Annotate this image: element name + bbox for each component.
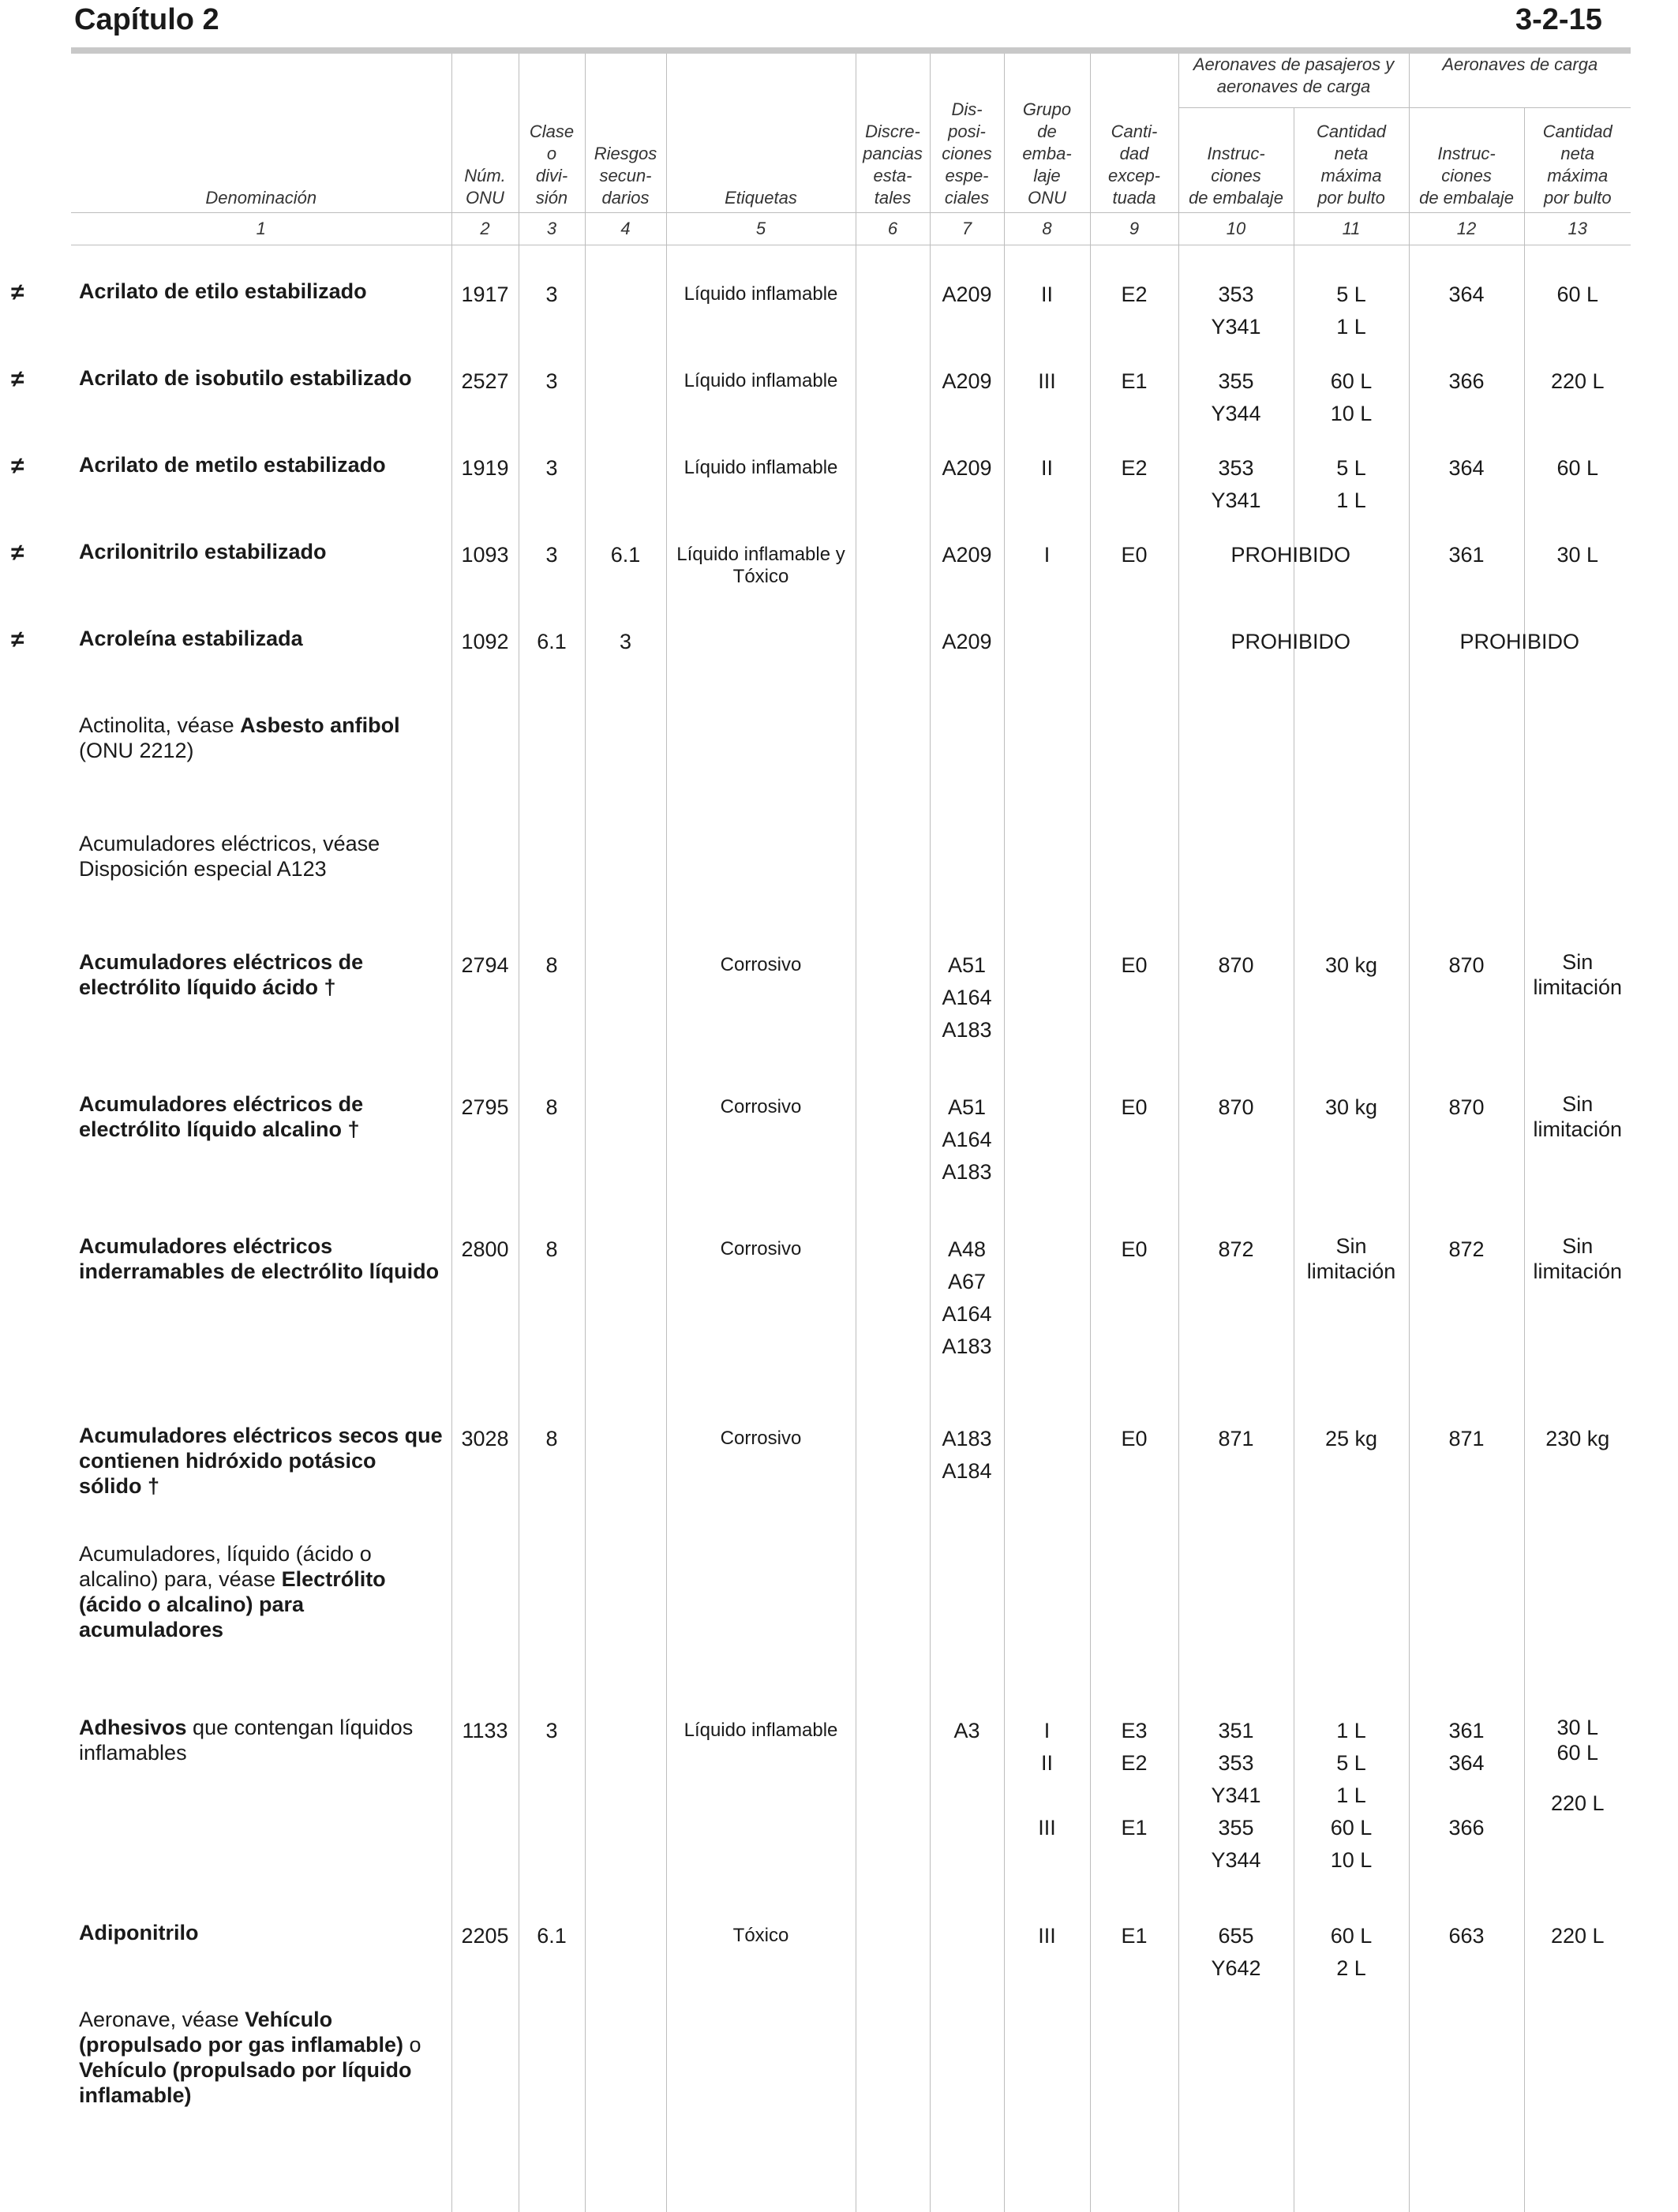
excepted-quantity (1090, 713, 1178, 831)
col-header-13: Cantidad neta máxima por bulto (1524, 108, 1631, 213)
subsidiary-risk (585, 1423, 666, 1541)
col-number: 9 (1090, 213, 1178, 245)
hazard-label: Líquido inflamable (666, 279, 856, 365)
col-header-1: Denominación (71, 54, 451, 213)
reference-text: Acumuladores, líquido (ácido o alcalino) para, véase (79, 1542, 372, 1591)
un-number: 1093 (451, 539, 519, 626)
table-row (71, 949, 1631, 1091)
un-number: 2527 (451, 365, 519, 452)
un-number (451, 713, 519, 831)
col-number: 8 (1004, 213, 1090, 245)
dangerous-goods-table (71, 54, 1631, 2212)
un-number (451, 1541, 519, 1715)
pax-packing-instruction (1178, 1541, 1294, 1715)
packing-group (1004, 949, 1090, 1091)
col-number: 1 (71, 213, 451, 245)
hazard-label (666, 831, 856, 949)
state-variations (856, 2007, 930, 2212)
pax-max-quantity (1294, 713, 1409, 831)
col-header-11: Cantidad neta máxima por bulto (1294, 108, 1409, 213)
subsidiary-risk (585, 452, 666, 539)
reference-target: Vehículo (propulsado por líquido inflamable) (79, 2058, 412, 2107)
pax-max-quantity (1294, 1541, 1409, 1715)
table-row (71, 1541, 1631, 1715)
subsidiary-risk (585, 1541, 666, 1715)
cargo-packing-instruction (1409, 2007, 1524, 2212)
group-header-cargo: Aeronaves de carga (1409, 54, 1631, 108)
pax-packing-instruction: 871 (1178, 1423, 1294, 1541)
change-mark: ≠ (11, 627, 24, 653)
subsidiary-risk: 6.1 (585, 539, 666, 626)
state-variations (856, 1715, 930, 1920)
pax-max-quantity: 25 kg (1294, 1423, 1409, 1541)
pax-packing-instruction (1178, 2007, 1294, 2212)
table-row (71, 365, 1631, 452)
class-division: 6.1 (519, 1920, 585, 2007)
subsidiary-risk (585, 1091, 666, 1233)
entry-name-bold: Adiponitrilo (79, 1921, 198, 1944)
table-row (71, 452, 1631, 539)
col-number: 10 (1178, 213, 1294, 245)
table-row (71, 1423, 1631, 1541)
cargo-max-quantity (1524, 1541, 1631, 1715)
excepted-quantity: E1 (1090, 1920, 1178, 2007)
cargo-max-quantity: Sin limitación (1524, 1233, 1631, 1423)
entry-name (71, 539, 451, 626)
pax-packing-instruction (1178, 539, 1294, 626)
class-division (519, 2007, 585, 2212)
cargo-max-quantity: 230 kg (1524, 1423, 1631, 1541)
pax-max-quantity: Sin limitación (1294, 1233, 1409, 1423)
state-variations (856, 452, 930, 539)
hazard-label: Líquido inflamable y Tóxico (666, 539, 856, 626)
special-provisions: A209 (930, 279, 1004, 365)
hazard-label: Tóxico (666, 1920, 856, 2007)
pax-max-quantity: 30 kg (1294, 1091, 1409, 1233)
col-header-4: Riesgos secun- darios (585, 54, 666, 213)
table-row (71, 713, 1631, 831)
col-header-7: Dis- posi- ciones espe- ciales (930, 54, 1004, 213)
special-provisions: A51 A164 A183 (930, 1091, 1004, 1233)
un-number (451, 831, 519, 949)
packing-group: I (1004, 539, 1090, 626)
state-variations (856, 539, 930, 626)
special-provisions: A209 (930, 365, 1004, 452)
cargo-packing-instruction (1409, 1541, 1524, 1715)
col-header-5: Etiquetas (666, 54, 856, 213)
entry-name (71, 452, 451, 539)
table-row (71, 1091, 1631, 1233)
packing-group: III (1004, 1920, 1090, 2007)
table-row (71, 2007, 1631, 2212)
col-number: 11 (1294, 213, 1409, 245)
excepted-quantity: E0 (1090, 949, 1178, 1091)
table-body (71, 245, 1631, 2212)
col-number: 4 (585, 213, 666, 245)
col-number: 2 (451, 213, 519, 245)
table-row (71, 626, 1631, 713)
excepted-quantity: E0 (1090, 1091, 1178, 1233)
special-provisions (930, 1541, 1004, 1715)
entry-name (71, 626, 451, 713)
entry-name (71, 1091, 451, 1233)
packing-group: III (1004, 365, 1090, 452)
entry-name-bold: Acroleína estabilizada (79, 627, 303, 650)
excepted-quantity (1090, 1541, 1178, 1715)
state-variations (856, 365, 930, 452)
excepted-quantity: E2 (1090, 452, 1178, 539)
class-division: 8 (519, 1423, 585, 1541)
entry-name (71, 279, 451, 365)
excepted-quantity (1090, 626, 1178, 713)
excepted-quantity: E0 (1090, 1423, 1178, 1541)
state-variations (856, 831, 930, 949)
subsidiary-risk (585, 713, 666, 831)
subsidiary-risk (585, 279, 666, 365)
state-variations (856, 949, 930, 1091)
reference-entry (71, 2007, 451, 2212)
cargo-max-quantity (1524, 831, 1631, 949)
hazard-label (666, 1541, 856, 1715)
un-number: 2795 (451, 1091, 519, 1233)
col-number: 7 (930, 213, 1004, 245)
class-division (519, 713, 585, 831)
col-header-2: Núm. ONU (451, 54, 519, 213)
entry-name-text: que contengan líquidos inflamables (79, 1716, 413, 1765)
special-provisions (930, 831, 1004, 949)
pax-max-quantity: 60 L 10 L (1294, 365, 1409, 452)
col-number: 6 (856, 213, 930, 245)
pax-max-quantity (1294, 831, 1409, 949)
group-header-passenger: Aeronaves de pasajeros y aeronaves de carga (1178, 54, 1409, 108)
un-number: 2794 (451, 949, 519, 1091)
packing-group (1004, 713, 1090, 831)
packing-group (1004, 2007, 1090, 2212)
class-division: 8 (519, 1233, 585, 1423)
special-provisions: A209 (930, 626, 1004, 713)
pax-packing-instruction: 355 Y344 (1178, 365, 1294, 452)
excepted-quantity: E0 (1090, 1233, 1178, 1423)
hazard-label: Líquido inflamable (666, 1715, 856, 1920)
un-number: 1919 (451, 452, 519, 539)
entry-name (71, 1920, 451, 2007)
col-number: 5 (666, 213, 856, 245)
pax-max-quantity: 60 L 2 L (1294, 1920, 1409, 2007)
entry-name-bold: Adhesivos (79, 1716, 187, 1739)
state-variations (856, 1920, 930, 2007)
chapter-title: Capítulo 2 (74, 3, 219, 37)
col-header-8: Grupo de emba- laje ONU (1004, 54, 1090, 213)
change-mark: ≠ (11, 541, 24, 566)
reference-entry (71, 1541, 451, 1715)
change-mark: ≠ (11, 367, 24, 392)
special-provisions: A209 (930, 452, 1004, 539)
reference-entry: Acumuladores eléctricos, véase Disposición especial A123 (71, 831, 451, 949)
col-number: 13 (1524, 213, 1631, 245)
packing-group (1004, 1541, 1090, 1715)
packing-group (1004, 831, 1090, 949)
class-division: 3 (519, 279, 585, 365)
cargo-max-quantity: 220 L (1524, 1920, 1631, 2007)
class-division: 6.1 (519, 626, 585, 713)
state-variations (856, 1541, 930, 1715)
table-row (71, 539, 1631, 626)
state-variations (856, 279, 930, 365)
pax-max-quantity (1294, 2007, 1409, 2212)
excepted-quantity: E0 (1090, 539, 1178, 626)
un-number (451, 2007, 519, 2212)
packing-group (1004, 1233, 1090, 1423)
cargo-max-quantity: 60 L (1524, 279, 1631, 365)
hazard-label: Corrosivo (666, 1091, 856, 1233)
special-provisions: A183 A184 (930, 1423, 1004, 1541)
pax-packing-instruction (1178, 831, 1294, 949)
reference-text: (ONU 2212) (79, 739, 194, 762)
cargo-max-quantity: Sin limitación (1524, 949, 1631, 1091)
class-division: 3 (519, 1715, 585, 1920)
pax-prohibited: PROHIBIDO (1231, 539, 1351, 571)
cargo-packing-instruction: 870 (1409, 1091, 1524, 1233)
reference-text: Aeronave, véase (79, 2008, 245, 2031)
excepted-quantity: E2 (1090, 279, 1178, 365)
table-row (71, 1233, 1631, 1423)
cargo-max-quantity: 30 L 60 L 220 L (1524, 1715, 1631, 1920)
cargo-prohibited: PROHIBIDO (1460, 626, 1580, 658)
subsidiary-risk (585, 1233, 666, 1423)
hazard-label: Corrosivo (666, 1423, 856, 1541)
cargo-packing-instruction: 364 (1409, 452, 1524, 539)
hazard-label: Corrosivo (666, 1233, 856, 1423)
packing-group (1004, 626, 1090, 713)
hazard-label (666, 626, 856, 713)
pax-packing-instruction (1178, 713, 1294, 831)
subsidiary-risk (585, 949, 666, 1091)
table-row (71, 831, 1631, 949)
pax-packing-instruction (1178, 626, 1294, 713)
excepted-quantity (1090, 2007, 1178, 2212)
packing-group: II (1004, 452, 1090, 539)
state-variations (856, 1423, 930, 1541)
subsidiary-risk (585, 365, 666, 452)
col-header-9: Canti- dad excep- tuada (1090, 54, 1178, 213)
cargo-max-quantity: 220 L (1524, 365, 1631, 452)
pax-prohibited: PROHIBIDO (1231, 626, 1351, 658)
cargo-packing-instruction: 871 (1409, 1423, 1524, 1541)
packing-group: I II III (1004, 1715, 1090, 1920)
packing-group (1004, 1091, 1090, 1233)
class-division: 8 (519, 1091, 585, 1233)
subsidiary-risk (585, 2007, 666, 2212)
class-division (519, 831, 585, 949)
entry-name-bold: Acrilonitrilo estabilizado (79, 540, 327, 563)
pax-packing-instruction: 872 (1178, 1233, 1294, 1423)
entry-name (71, 365, 451, 452)
hazard-label (666, 2007, 856, 2212)
cargo-max-quantity (1524, 2007, 1631, 2212)
entry-name-bold: Acrilato de etilo estabilizado (79, 279, 367, 303)
cargo-packing-instruction: 663 (1409, 1920, 1524, 2007)
reference-target: Asbesto anfibol (240, 713, 400, 737)
cargo-max-quantity: 60 L (1524, 452, 1631, 539)
excepted-quantity: E1 (1090, 365, 1178, 452)
cargo-packing-instruction: 361 (1409, 539, 1524, 626)
change-mark: ≠ (11, 454, 24, 479)
table-row (71, 279, 1631, 365)
class-division: 3 (519, 452, 585, 539)
subsidiary-risk (585, 831, 666, 949)
excepted-quantity (1090, 831, 1178, 949)
pax-packing-instruction: 870 (1178, 949, 1294, 1091)
change-mark: ≠ (11, 280, 24, 305)
entry-name (71, 949, 451, 1091)
table-row (71, 1715, 1631, 1920)
class-division: 3 (519, 365, 585, 452)
header-rule (71, 47, 1631, 54)
pax-packing-instruction: 870 (1178, 1091, 1294, 1233)
entry-name-bold: Acumuladores eléctricos inderramables de electrólito líquido (79, 1234, 439, 1283)
cargo-packing-instruction (1409, 713, 1524, 831)
pax-max-quantity: 1 L 5 L 1 L 60 L 10 L (1294, 1715, 1409, 1920)
cargo-packing-instruction: 364 (1409, 279, 1524, 365)
pax-packing-instruction: 351 353 Y341 355 Y344 (1178, 1715, 1294, 1920)
state-variations (856, 626, 930, 713)
reference-text: o (403, 2033, 421, 2057)
special-provisions (930, 713, 1004, 831)
hazard-label: Corrosivo (666, 949, 856, 1091)
special-provisions: A51 A164 A183 (930, 949, 1004, 1091)
excepted-quantity: E3 E2 E1 (1090, 1715, 1178, 1920)
entry-name (71, 1715, 451, 1920)
subsidiary-risk (585, 1715, 666, 1920)
entry-name-bold: Acumuladores eléctricos de electrólito líquido ácido † (79, 950, 363, 999)
state-variations (856, 1091, 930, 1233)
reference-text: Actinolita, véase (79, 713, 240, 737)
class-division: 3 (519, 539, 585, 626)
pax-max-quantity: 5 L 1 L (1294, 279, 1409, 365)
col-header-12: Instruc- ciones de embalaje (1409, 108, 1524, 213)
entry-name-bold: Acrilato de isobutilo estabilizado (79, 366, 412, 390)
cargo-packing-instruction (1409, 831, 1524, 949)
class-division (519, 1541, 585, 1715)
state-variations (856, 1233, 930, 1423)
un-number: 2800 (451, 1233, 519, 1423)
column-number-row (71, 213, 1631, 245)
table-row (71, 1920, 1631, 2007)
entry-name (71, 1233, 451, 1423)
special-provisions (930, 1920, 1004, 2007)
special-provisions (930, 2007, 1004, 2212)
col-header-3: Clase o divi- sión (519, 54, 585, 213)
un-number: 3028 (451, 1423, 519, 1541)
packing-group (1004, 1423, 1090, 1541)
entry-name (71, 1423, 451, 1541)
cargo-packing-instruction: 366 (1409, 365, 1524, 452)
col-number: 12 (1409, 213, 1524, 245)
hazard-label: Líquido inflamable (666, 452, 856, 539)
col-header-10: Instruc- ciones de embalaje (1178, 108, 1294, 213)
un-number: 1092 (451, 626, 519, 713)
reference-entry (71, 713, 451, 831)
state-variations (856, 713, 930, 831)
reference-target: Vehículo (propulsado por gas inflamable) (79, 2008, 403, 2057)
cargo-max-quantity: 30 L (1524, 539, 1631, 626)
hazard-label: Líquido inflamable (666, 365, 856, 452)
entry-name-bold: Acumuladores eléctricos de electrólito líquido alcalino † (79, 1092, 363, 1141)
un-number: 1917 (451, 279, 519, 365)
cargo-packing-instruction: 870 (1409, 949, 1524, 1091)
un-number: 2205 (451, 1920, 519, 2007)
special-provisions: A48 A67 A164 A183 (930, 1233, 1004, 1423)
special-provisions: A209 (930, 539, 1004, 626)
reference-target: Electrólito (ácido o alcalino) para acumuladores (79, 1567, 386, 1641)
cargo-packing-instruction (1409, 626, 1524, 713)
class-division: 8 (519, 949, 585, 1091)
packing-group: II (1004, 279, 1090, 365)
pax-packing-instruction: 655 Y642 (1178, 1920, 1294, 2007)
pax-packing-instruction: 353 Y341 (1178, 279, 1294, 365)
special-provisions: A3 (930, 1715, 1004, 1920)
un-number: 1133 (451, 1715, 519, 1920)
cargo-max-quantity (1524, 713, 1631, 831)
hazard-label (666, 713, 856, 831)
cargo-packing-instruction: 361 364 366 (1409, 1715, 1524, 1920)
pax-max-quantity: 30 kg (1294, 949, 1409, 1091)
page-number: 3-2-15 (1515, 3, 1602, 37)
col-header-6: Discre- pancias esta- tales (856, 54, 930, 213)
entry-name-bold: Acumuladores eléctricos secos que contienen hidróxido potásico sólido † (79, 1424, 443, 1498)
col-number: 3 (519, 213, 585, 245)
cargo-packing-instruction: 872 (1409, 1233, 1524, 1423)
cargo-max-quantity: Sin limitación (1524, 1091, 1631, 1233)
subsidiary-risk (585, 1920, 666, 2007)
pax-max-quantity: 5 L 1 L (1294, 452, 1409, 539)
subsidiary-risk: 3 (585, 626, 666, 713)
pax-packing-instruction: 353 Y341 (1178, 452, 1294, 539)
entry-name-bold: Acrilato de metilo estabilizado (79, 453, 386, 477)
